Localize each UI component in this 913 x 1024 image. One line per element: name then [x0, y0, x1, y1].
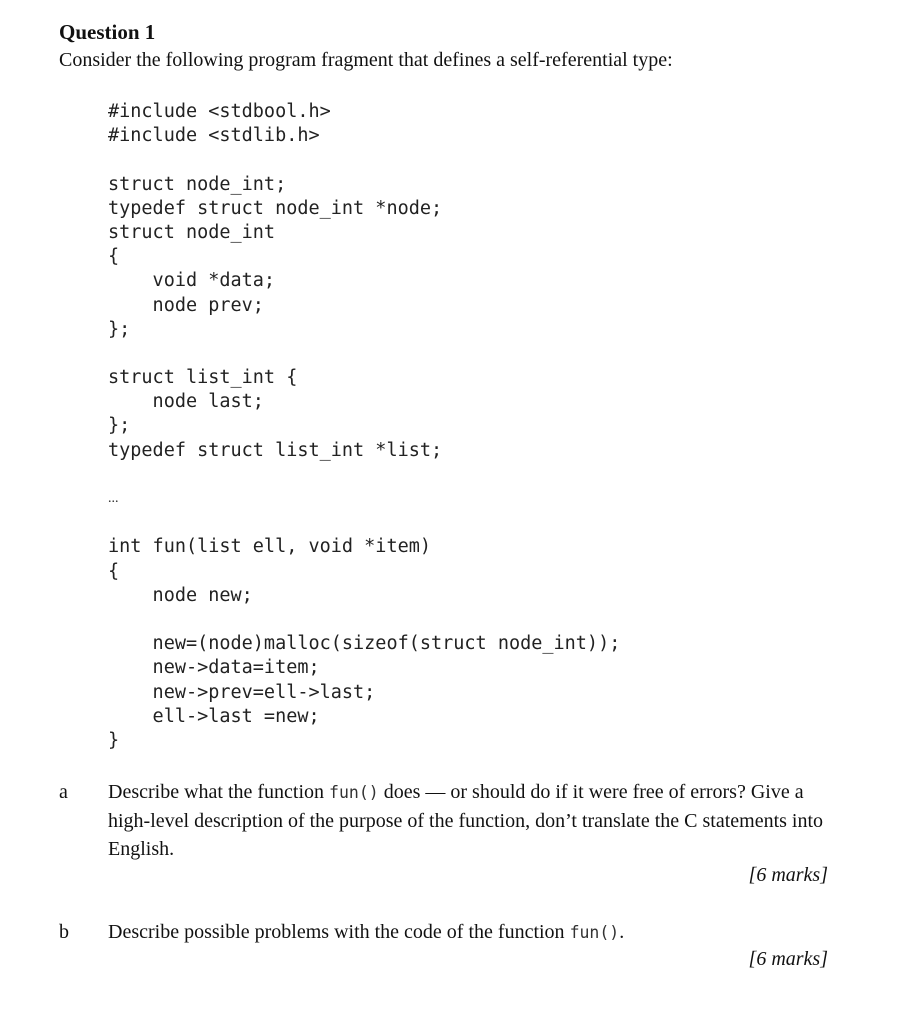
code-line: [108, 463, 620, 487]
part-b-code: fun(): [569, 923, 620, 942]
code-line: [108, 342, 620, 366]
code-line: [108, 148, 620, 172]
code-line: typedef struct node_int *node;: [108, 197, 443, 219]
code-line: {: [108, 560, 120, 582]
code-line: struct node_int: [108, 221, 276, 243]
code-line: [108, 511, 620, 535]
code-line: new->prev=ell->last;: [108, 681, 376, 703]
part-a-text-after: does — or should do if it were free of errors? Give a high-level description of the purpose of the function, don’t translate the C statements into English.: [108, 781, 824, 860]
code-line: };: [108, 318, 131, 340]
code-line: int fun(list ell, void *item): [108, 536, 432, 558]
code-line: [108, 608, 620, 632]
part-a-text-before: Describe what the function: [108, 781, 330, 803]
part-b-letter: b: [59, 921, 69, 943]
code-line: new->data=item;: [108, 657, 320, 679]
question-title: Question 1: [59, 20, 156, 44]
code-line: }: [108, 729, 120, 751]
question-intro: Consider the following program fragment that defines a self-referential type:: [59, 49, 673, 71]
code-line: typedef struct list_int *list;: [108, 439, 443, 461]
code-line: {: [108, 246, 120, 268]
code-line: node prev;: [108, 294, 264, 316]
code-line: };: [108, 415, 131, 437]
code-line: void *data;: [108, 270, 276, 292]
part-a-text: [108, 778, 848, 863]
code-line: #include <stdlib.h>: [108, 125, 320, 147]
code-line: ...: [108, 491, 119, 506]
part-a-code: fun(): [329, 783, 379, 802]
part-b: [59, 918, 849, 948]
part-a: [59, 778, 849, 868]
part-b-text-before: Describe possible problems with the code of the function: [108, 921, 570, 943]
part-a-marks: [6 marks]: [748, 864, 828, 886]
part-b-text: [108, 918, 848, 947]
code-line: new=(node)malloc(sizeof(struct node_int));: [108, 633, 621, 655]
code-line: node new;: [108, 584, 253, 606]
code-line: node last;: [108, 391, 264, 413]
code-line: struct node_int;: [108, 173, 287, 195]
code-block: [108, 100, 620, 753]
code-line: struct list_int {: [108, 367, 298, 389]
part-b-marks: [6 marks]: [748, 948, 828, 970]
code-line: ell->last =new;: [108, 705, 320, 727]
part-b-text-after: .: [619, 921, 625, 943]
part-a-letter: a: [59, 781, 68, 803]
code-line: #include <stdbool.h>: [108, 101, 331, 122]
